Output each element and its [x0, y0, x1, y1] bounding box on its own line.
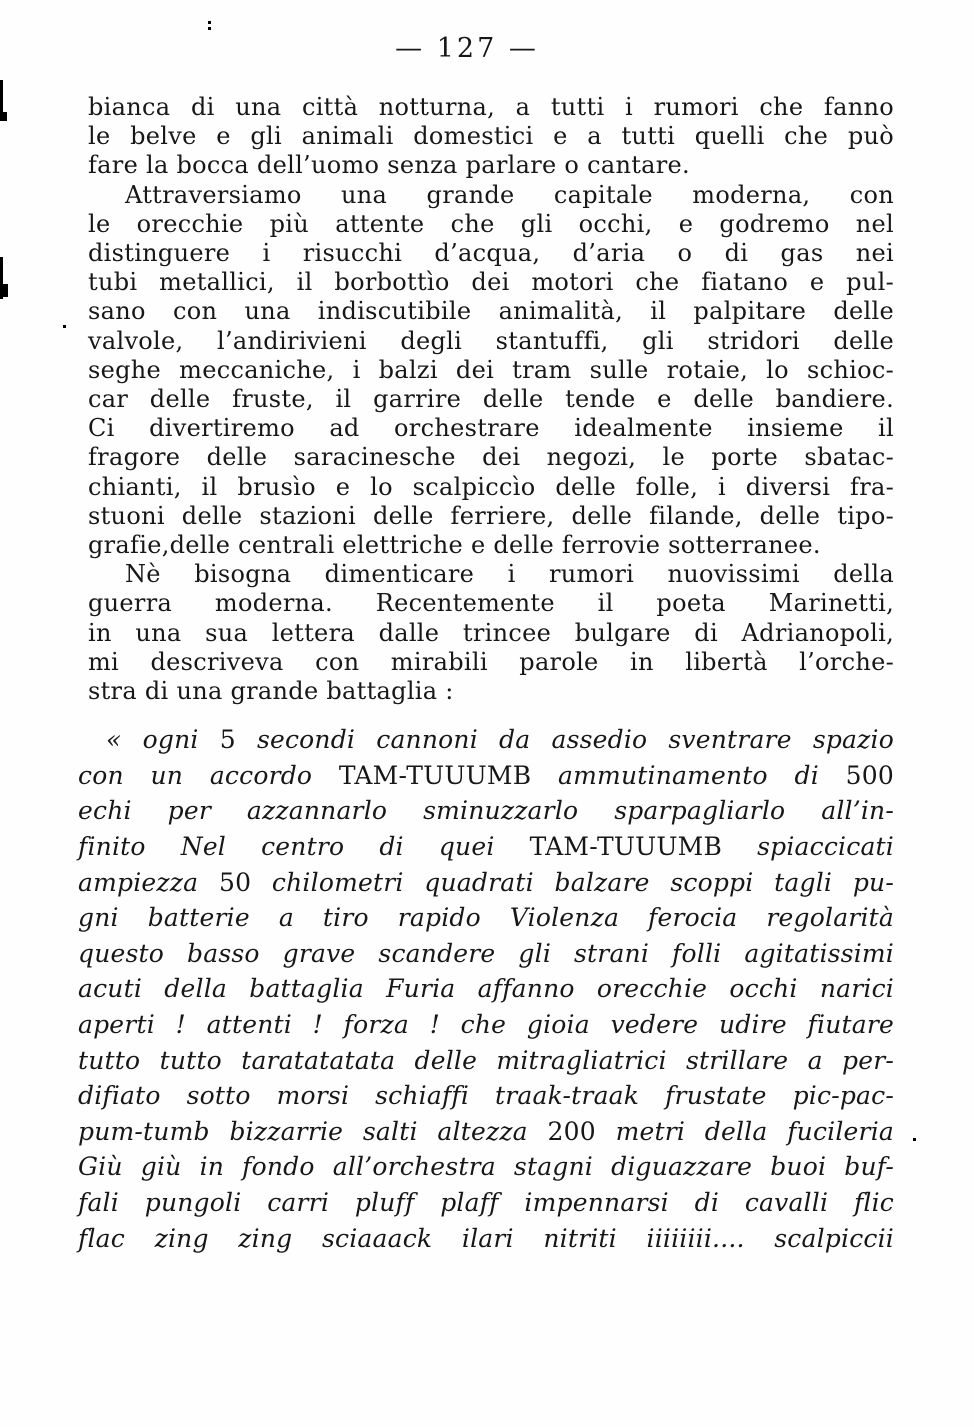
text-segment: metri della fucileria — [595, 1116, 894, 1146]
text-segment: tutto tutto taratatatata delle mitragliatrici strillare a per- — [78, 1045, 894, 1075]
text-segment: flac zing zing sciaaack ilari nitriti iiiiiiii.... scalpiccii — [78, 1223, 894, 1253]
scan-edge-mark — [0, 112, 7, 121]
text-segment: aperti ! attenti ! forza ! che gioia vedere udire fiutare — [78, 1010, 894, 1040]
upright-emphasis-segment: 5 — [219, 725, 236, 755]
text-line — [88, 502, 894, 531]
text-line — [88, 93, 894, 122]
text-segment: le belve e gli animali domestici e a tutti quelli che può — [88, 122, 894, 151]
text-line — [78, 936, 894, 972]
text-line — [88, 210, 894, 239]
upright-emphasis-segment: TAM-TUUUMB — [529, 832, 723, 862]
text-line — [78, 1007, 894, 1043]
text-line — [78, 865, 894, 901]
text-line — [78, 1221, 894, 1257]
text-line — [88, 414, 894, 443]
text-line — [88, 327, 894, 356]
text-segment: difiato sotto morsi schiaffi traak-traak frustate pic-pac- — [78, 1081, 894, 1111]
text-line — [88, 648, 894, 677]
text-segment: fali pungoli carri pluff plaff impennarsi di cavalli flic — [78, 1187, 894, 1217]
page-number: — 127 — — [395, 33, 539, 64]
text-line — [88, 181, 894, 210]
scan-speck — [208, 21, 211, 24]
text-segment: grafie,delle centrali elettriche e delle ferrovie sotterranee. — [88, 531, 821, 560]
upright-emphasis-segment: 50 — [218, 867, 252, 897]
text-segment: spiaccicati — [722, 832, 894, 862]
text-line — [88, 356, 894, 385]
text-segment: questo basso grave scandere gli strani folli agitatissimi — [78, 938, 894, 968]
text-segment: sano con una indiscutibile animalità, il palpitare delle — [88, 297, 894, 326]
text-segment: con un accordo — [78, 760, 339, 790]
upright-emphasis-segment: 200 — [547, 1116, 596, 1146]
text-line — [78, 1078, 894, 1114]
text-segment: Attraversiamo una grande capitale moderna, con — [125, 180, 894, 209]
text-segment: echi per azzannarlo sminuzzarlo sparpagliarlo all’in- — [78, 796, 894, 826]
text-segment: Ci divertiremo ad orchestrare idealmente insieme il — [88, 414, 894, 443]
text-line — [78, 1149, 894, 1185]
text-segment: car delle fruste, il garrire delle tende e delle bandiere. — [88, 385, 894, 414]
text-segment: ampiezza — [78, 867, 219, 897]
text-line — [88, 619, 894, 648]
text-line — [78, 1185, 894, 1221]
text-segment: chianti, il brusìo e lo scalpiccìo delle folle, i diversi fra- — [88, 472, 894, 501]
scan-speck — [63, 325, 66, 328]
text-segment: in una sua lettera dalle trincee bulgare di Adrianopoli, — [88, 618, 894, 647]
text-segment: Giù giù in fondo all’orchestra stagni diguazzare buoi buf- — [78, 1152, 894, 1182]
text-line — [88, 151, 894, 180]
text-line — [88, 677, 894, 706]
text-line — [88, 531, 894, 560]
text-segment: le orecchie più attente che gli occhi, e godremo nel — [88, 209, 894, 238]
upright-emphasis-segment: TAM-TUUUMB — [338, 760, 532, 790]
upright-emphasis-segment: 500 — [845, 760, 894, 790]
text-line — [88, 589, 894, 618]
text-line — [78, 1043, 894, 1079]
text-line — [78, 1114, 894, 1150]
text-line — [78, 722, 894, 758]
text-line — [88, 122, 894, 151]
text-segment: seghe meccaniche, i balzi dei tram sulle rotaie, lo schioc- — [88, 355, 894, 384]
text-line — [88, 268, 894, 297]
text-segment: fragore delle saracinesche dei negozi, le porte sbatac- — [88, 443, 894, 472]
text-segment: guerra moderna. Recentemente il poeta Marinetti, — [88, 589, 894, 618]
text-line — [88, 239, 894, 268]
scan-speck — [913, 1138, 916, 1141]
text-segment: ammutinamento di — [531, 760, 846, 790]
text-line — [88, 473, 894, 502]
text-segment: Nè bisogna dimenticare i rumori nuovissimi della — [125, 560, 894, 589]
text-body — [78, 93, 894, 1256]
text-line — [78, 829, 894, 865]
text-segment: acuti della battaglia Furia affanno orecchie occhi narici — [78, 974, 894, 1004]
text-line — [88, 297, 894, 326]
text-line — [88, 443, 894, 472]
scan-edge-mark — [0, 284, 8, 297]
text-segment: « ogni — [106, 725, 220, 755]
text-segment: stuoni delle stazioni delle ferriere, delle filande, delle tipo- — [88, 501, 894, 530]
text-line — [78, 971, 894, 1007]
text-line — [78, 793, 894, 829]
text-line — [78, 900, 894, 936]
text-segment: mi descriveva con mirabili parole in libertà l’orche- — [88, 647, 894, 676]
scan-speck — [208, 27, 211, 30]
text-segment: chilometri quadrati balzare scoppi tagli pu- — [251, 867, 894, 897]
text-segment: pum-tumb bizzarrie salti altezza — [78, 1116, 548, 1146]
text-segment: secondi cannoni da assedio sventrare spazio — [235, 725, 894, 755]
text-line — [78, 758, 894, 794]
text-segment: tubi metallici, il borbottìo dei motori che fiatano e pul- — [88, 268, 894, 297]
text-segment: bianca di una città notturna, a tutti i rumori che fanno — [88, 93, 894, 121]
text-segment: gni batterie a tiro rapido Violenza ferocia regolarità — [78, 903, 894, 933]
text-segment: fare la bocca dell’uomo senza parlare o cantare. — [88, 151, 690, 180]
text-segment: stra di una grande battaglia : — [88, 677, 454, 706]
text-line — [88, 560, 894, 589]
text-line — [88, 385, 894, 414]
text-segment: valvole, l’andirivieni degli stantuffi, gli stridori delle — [88, 326, 894, 355]
text-segment: distinguere i risucchi d’acqua, d’aria o di gas nei — [88, 239, 894, 268]
text-segment: finito Nel centro di quei — [78, 832, 530, 862]
